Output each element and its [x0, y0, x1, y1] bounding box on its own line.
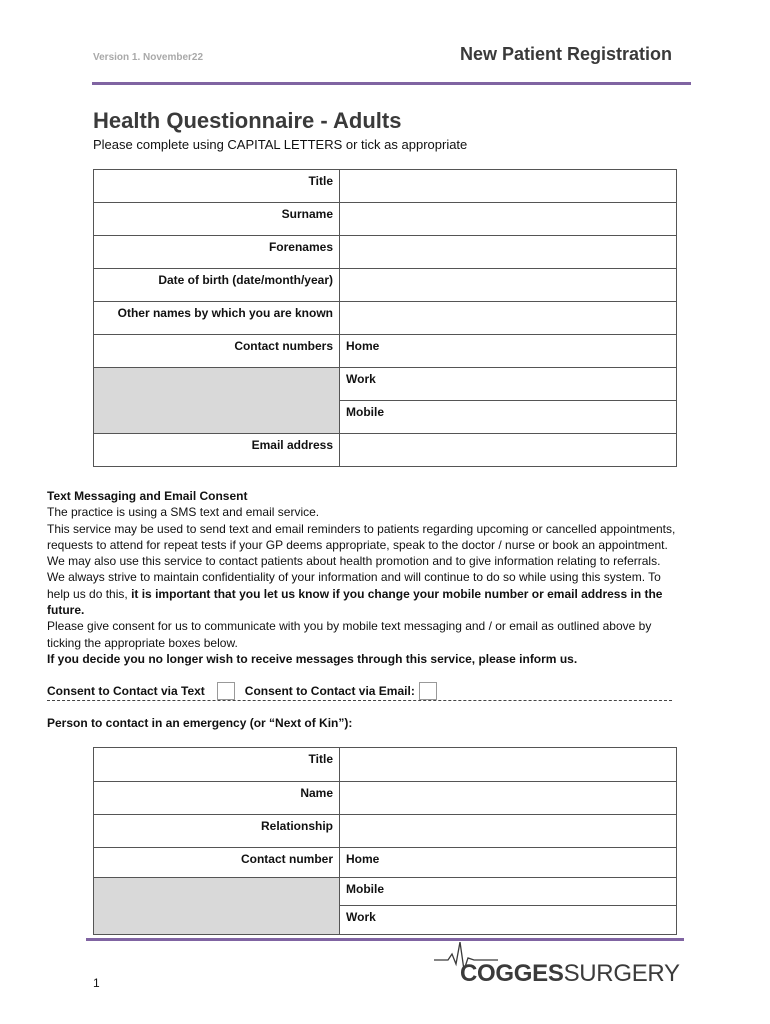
nok-mobile-field[interactable]: Mobile [340, 878, 677, 906]
forenames-field[interactable] [340, 236, 677, 269]
nok-relationship-field[interactable] [340, 815, 677, 848]
page-number: 1 [93, 976, 100, 990]
table-row [94, 878, 677, 906]
nok-title-field[interactable] [340, 748, 677, 782]
mobile-phone-field[interactable]: Mobile [340, 401, 677, 434]
logo-text: COGGESSURGERY [460, 960, 680, 987]
consent-checkboxes [47, 682, 447, 700]
consent-instructions: Please give consent for us to communicate with you by mobile text messaging and / or email as outlined above by ticking the appropriate boxes below. [47, 619, 652, 650]
consent-section [47, 488, 677, 667]
nok-contact-number-label: Contact number [94, 848, 340, 878]
table-row [94, 434, 677, 467]
next-of-kin-heading: Person to contact in an emergency (or “Next of Kin”): [47, 716, 353, 730]
table-row [94, 748, 677, 782]
consent-heading: Text Messaging and Email Consent [47, 489, 248, 503]
header-title: New Patient Registration [459, 44, 672, 64]
nok-name-field[interactable] [340, 782, 677, 815]
contact-numbers-label: Contact numbers [94, 335, 340, 368]
title-label: Title [94, 170, 340, 203]
nok-home-field[interactable]: Home [340, 848, 677, 878]
other-names-field[interactable] [340, 302, 677, 335]
email-label: Email address [94, 434, 340, 467]
work-phone-field[interactable]: Work [340, 368, 677, 401]
consent-text-checkbox[interactable] [217, 682, 235, 700]
nok-relationship-label: Relationship [94, 815, 340, 848]
table-row [94, 236, 677, 269]
table-row [94, 335, 677, 368]
table-row [94, 203, 677, 236]
page-subtitle: Please complete using CAPITAL LETTERS or tick as appropriate [93, 137, 468, 152]
forenames-label: Forenames [94, 236, 340, 269]
table-row [94, 782, 677, 815]
table-row [94, 368, 677, 401]
surname-label: Surname [94, 203, 340, 236]
consent-description: This service may be used to send text and email reminders to patients regarding upcoming or cancelled appointments, requests to attend for repeat tests if your GP deems appropriate, speak to the doctor / nurse or book an appointment. We may also use this service to contact patients about health promotion and to give information relating to referrals. We always strive to maintain confidentiality of your information and will continue to do so while using this system. To help us do this, it is important that you let us know if you change your mobile number or email address in the future. [47, 521, 676, 618]
cogges-surgery-logo [434, 942, 684, 992]
consent-email-label: Consent to Contact via Email: [244, 684, 415, 698]
dob-label: Date of birth (date/month/year) [94, 269, 340, 302]
dob-field[interactable] [340, 269, 677, 302]
consent-optout: If you decide you no longer wish to receive messages through this service, please inform us. [47, 651, 578, 666]
table-row [94, 815, 677, 848]
table-row [94, 170, 677, 203]
shaded-cell [94, 368, 340, 434]
footer-divider [86, 938, 684, 941]
email-field[interactable] [340, 434, 677, 467]
patient-details-table [93, 169, 677, 467]
nok-name-label: Name [94, 782, 340, 815]
consent-intro: The practice is using a SMS text and email service. [47, 505, 320, 520]
surname-field[interactable] [340, 203, 677, 236]
other-names-label: Other names by which you are known [94, 302, 340, 335]
next-of-kin-table [93, 747, 677, 935]
dashed-divider [47, 700, 672, 701]
table-row [94, 848, 677, 878]
consent-email-checkbox[interactable] [419, 682, 437, 700]
page-title: Health Questionnaire - Adults [93, 108, 402, 133]
version-label: Version 1. November22 [93, 52, 204, 63]
consent-important: it is important that you let us know if you change your mobile number or email address in the future. [47, 586, 663, 618]
table-row [94, 269, 677, 302]
consent-text-label: Consent to Contact via Text [47, 684, 205, 698]
header-divider [92, 82, 691, 85]
shaded-cell [94, 878, 340, 935]
title-field[interactable] [340, 170, 677, 203]
home-phone-field[interactable]: Home [340, 335, 677, 368]
table-row [94, 302, 677, 335]
nok-title-label: Title [94, 748, 340, 782]
nok-work-field[interactable]: Work [340, 906, 677, 935]
